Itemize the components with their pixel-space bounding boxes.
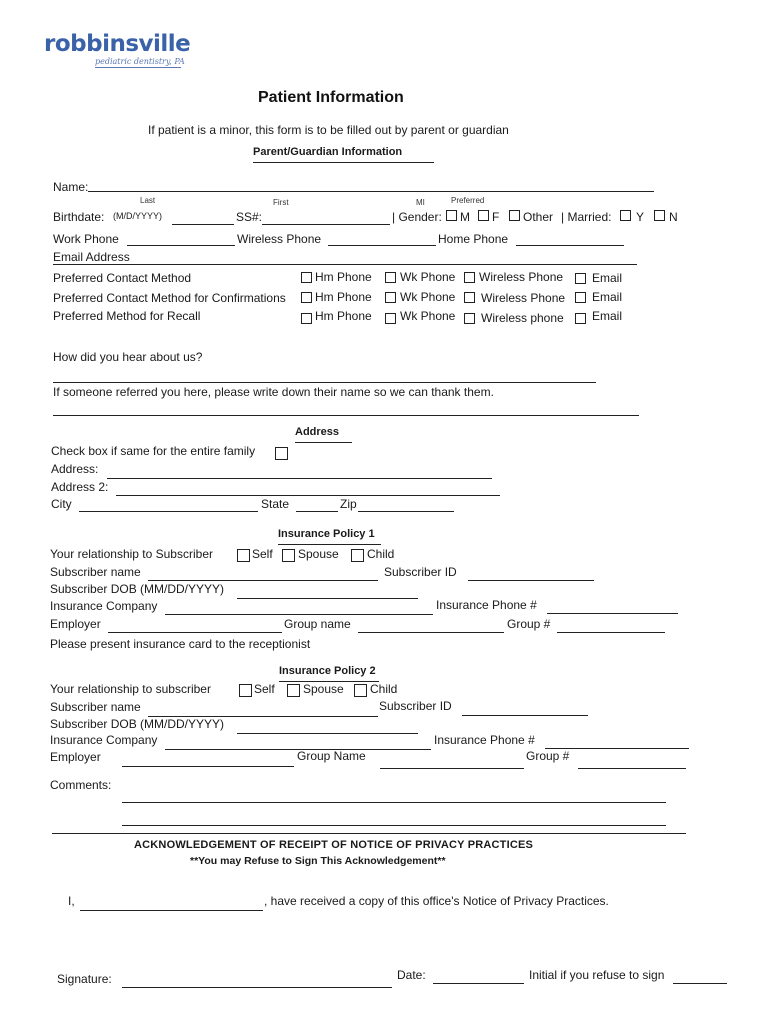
city-field[interactable] bbox=[79, 511, 258, 512]
ins1-group-no-label: Group # bbox=[507, 617, 551, 631]
ins1-child-label: Child bbox=[367, 547, 395, 561]
ins1-employer-field[interactable] bbox=[108, 632, 282, 633]
confirm-hm-label: Hm Phone bbox=[315, 290, 372, 304]
ins1-child-checkbox[interactable] bbox=[351, 549, 364, 562]
city-label: City bbox=[51, 497, 72, 511]
ins2-child-label: Child bbox=[370, 682, 398, 696]
ins2-subscriber-id-label: Subscriber ID bbox=[379, 699, 452, 713]
ack-name-field[interactable] bbox=[80, 910, 263, 911]
recall-hm-checkbox[interactable] bbox=[301, 313, 312, 324]
ins2-subscriber-id-field[interactable] bbox=[462, 715, 588, 716]
page-title: Patient Information bbox=[258, 89, 404, 106]
ins1-spouse-label: Spouse bbox=[298, 547, 339, 561]
ins2-spouse-checkbox[interactable] bbox=[287, 684, 300, 697]
confirm-email-label: Email bbox=[592, 290, 623, 304]
ins2-relationship-label: Your relationship to subscriber bbox=[50, 682, 211, 696]
confirm-wk-label: Wk Phone bbox=[400, 290, 456, 304]
insurance1-heading: Insurance Policy 1 bbox=[278, 528, 375, 540]
last-caption: Last bbox=[140, 196, 156, 205]
married-n-label: N bbox=[669, 210, 678, 224]
insurance2-heading: Insurance Policy 2 bbox=[279, 665, 376, 677]
ins2-group-name-field[interactable] bbox=[380, 768, 524, 769]
hear-about-label: How did you hear about us? bbox=[53, 350, 203, 364]
recall-email-checkbox[interactable] bbox=[575, 313, 586, 324]
home-phone-field[interactable] bbox=[516, 245, 624, 246]
same-family-label: Check box if same for the entire family bbox=[51, 444, 256, 458]
ins2-self-checkbox[interactable] bbox=[239, 684, 252, 697]
gender-other-checkbox[interactable] bbox=[509, 210, 520, 221]
recall-wk-label: Wk Phone bbox=[400, 309, 456, 323]
recall-email-label: Email bbox=[592, 309, 623, 323]
contact-wk-label: Wk Phone bbox=[400, 270, 456, 284]
ins2-dob-field[interactable] bbox=[237, 733, 418, 734]
ss-label: SS#: bbox=[236, 210, 263, 224]
heading-underline bbox=[253, 162, 434, 163]
address2-field[interactable] bbox=[116, 495, 500, 496]
contact-hm-checkbox[interactable] bbox=[301, 272, 312, 283]
date-field[interactable] bbox=[433, 983, 524, 984]
address-label: Address: bbox=[51, 462, 99, 476]
ins2-company-label: Insurance Company bbox=[50, 733, 158, 747]
ins1-relationship-label: Your relationship to Subscriber bbox=[50, 547, 213, 561]
address-field[interactable] bbox=[107, 478, 492, 479]
ins1-dob-field[interactable] bbox=[237, 598, 418, 599]
comments-line-1[interactable] bbox=[122, 802, 666, 803]
ins1-self-checkbox[interactable] bbox=[237, 549, 250, 562]
contact-hm-label: Hm Phone bbox=[315, 270, 372, 284]
ins2-spouse-label: Spouse bbox=[303, 682, 344, 696]
email-field[interactable] bbox=[53, 264, 637, 265]
same-family-checkbox[interactable] bbox=[275, 447, 288, 460]
recall-hm-label: Hm Phone bbox=[315, 309, 372, 323]
address2-label: Address 2: bbox=[51, 480, 109, 494]
ins1-subscriber-id-field[interactable] bbox=[468, 580, 594, 581]
referred-field[interactable] bbox=[53, 415, 639, 416]
name-label: Name: bbox=[53, 180, 89, 194]
ins1-subscriber-id-label: Subscriber ID bbox=[384, 565, 457, 579]
gender-f-checkbox[interactable] bbox=[478, 210, 489, 221]
intro-text: If patient is a minor, this form is to be filled out by parent or guardian bbox=[148, 123, 509, 137]
comments-line-2[interactable] bbox=[122, 825, 666, 826]
contact-email-checkbox[interactable] bbox=[575, 273, 586, 284]
present-card-note: Please present insurance card to the receptionist bbox=[50, 637, 311, 651]
contact-wk-checkbox[interactable] bbox=[385, 272, 396, 283]
ins1-employer-label: Employer bbox=[50, 617, 101, 631]
gender-label: | Gender: bbox=[392, 210, 442, 224]
ins1-spouse-checkbox[interactable] bbox=[282, 549, 295, 562]
recall-method-label: Preferred Method for Recall bbox=[53, 309, 201, 323]
insurance1-heading-underline bbox=[278, 544, 381, 545]
date-label: Date: bbox=[397, 968, 426, 982]
signature-label: Signature: bbox=[57, 972, 112, 986]
section-divider bbox=[52, 833, 686, 834]
confirm-method-label: Preferred Contact Method for Confirmations bbox=[53, 291, 286, 305]
zip-label: Zip bbox=[340, 497, 357, 511]
ins1-subscriber-name-field[interactable] bbox=[148, 580, 378, 581]
ins1-subscriber-name-label: Subscriber name bbox=[50, 565, 141, 579]
married-y-label: Y bbox=[636, 210, 645, 224]
confirm-hm-checkbox[interactable] bbox=[301, 292, 312, 303]
ins1-dob-label: Subscriber DOB (MM/DD/YYYY) bbox=[50, 582, 225, 596]
name-field[interactable] bbox=[88, 191, 654, 192]
gender-other-label: Other bbox=[523, 210, 554, 224]
work-phone-field[interactable] bbox=[127, 245, 235, 246]
contact-wireless-checkbox[interactable] bbox=[464, 272, 475, 283]
birthdate-field[interactable] bbox=[172, 224, 234, 225]
ins2-self-label: Self bbox=[254, 682, 275, 696]
ins2-employer-field[interactable] bbox=[122, 766, 294, 767]
email-label: Email Address bbox=[53, 250, 130, 264]
ins1-company-label: Insurance Company bbox=[50, 599, 158, 613]
ins2-dob-label: Subscriber DOB (MM/DD/YYYY) bbox=[50, 717, 225, 731]
ins1-group-name-label: Group name bbox=[284, 617, 351, 631]
initial-refuse-label: Initial if you refuse to sign bbox=[529, 968, 665, 982]
ins1-phone-field[interactable] bbox=[547, 613, 678, 614]
preferred-caption: Preferred bbox=[451, 196, 485, 205]
ins2-employer-label: Employer bbox=[50, 750, 101, 764]
first-caption: First bbox=[273, 198, 289, 207]
logo-underline bbox=[95, 67, 181, 68]
ins2-phone-label: Insurance Phone # bbox=[434, 733, 535, 747]
contact-email-label: Email bbox=[592, 271, 623, 285]
ack-heading: ACKNOWLEDGEMENT OF RECEIPT OF NOTICE OF PRIVACY PRACTICES bbox=[134, 839, 534, 851]
logo-name: robbinsville bbox=[44, 31, 191, 57]
address-heading: Address bbox=[295, 426, 340, 438]
ins2-child-checkbox[interactable] bbox=[354, 684, 367, 697]
zip-field[interactable] bbox=[358, 511, 454, 512]
signature-field[interactable] bbox=[122, 987, 392, 988]
contact-wireless-label: Wireless Phone bbox=[479, 270, 564, 284]
married-y-checkbox[interactable] bbox=[620, 210, 631, 221]
ack-i-label: I, bbox=[68, 894, 75, 908]
address-heading-underline bbox=[295, 442, 352, 443]
birthdate-label: Birthdate: bbox=[53, 210, 105, 224]
gender-m-checkbox[interactable] bbox=[446, 210, 457, 221]
mi-caption: MI bbox=[416, 198, 425, 207]
ins2-subscriber-name-label: Subscriber name bbox=[50, 700, 141, 714]
ins1-self-label: Self bbox=[252, 547, 273, 561]
state-field[interactable] bbox=[296, 511, 338, 512]
ins1-company-field[interactable] bbox=[165, 614, 433, 615]
married-label: | Married: bbox=[561, 210, 612, 224]
ack-received-text: , have received a copy of this office's Notice of Privacy Practices. bbox=[264, 894, 609, 908]
wireless-phone-label: Wireless Phone bbox=[237, 232, 322, 246]
comments-label: Comments: bbox=[50, 778, 112, 792]
contact-method-label: Preferred Contact Method bbox=[53, 271, 192, 285]
initial-field[interactable] bbox=[673, 983, 727, 984]
recall-wireless-checkbox[interactable] bbox=[464, 313, 475, 324]
wireless-phone-field[interactable] bbox=[328, 245, 436, 246]
ack-refuse-note: **You may Refuse to Sign This Acknowledgement** bbox=[190, 855, 446, 867]
gender-f-label: F bbox=[492, 210, 500, 224]
referred-label: If someone referred you here, please write down their name so we can thank them. bbox=[53, 385, 494, 399]
ins2-group-name-label: Group Name bbox=[297, 749, 366, 763]
ins2-group-no-field[interactable] bbox=[578, 768, 686, 769]
recall-wireless-label: Wireless phone bbox=[481, 311, 564, 325]
ins1-group-name-field[interactable] bbox=[358, 632, 504, 633]
ins1-phone-label: Insurance Phone # bbox=[436, 598, 537, 612]
ss-field[interactable] bbox=[262, 224, 390, 225]
confirm-wireless-checkbox[interactable] bbox=[464, 292, 475, 303]
logo-subtitle: pediatric dentistry, PA bbox=[95, 57, 185, 66]
hear-about-field[interactable] bbox=[53, 382, 596, 383]
home-phone-label: Home Phone bbox=[438, 232, 509, 246]
recall-wk-checkbox[interactable] bbox=[385, 313, 396, 324]
married-n-checkbox[interactable] bbox=[654, 210, 665, 221]
parent-guardian-heading: Parent/Guardian Information bbox=[253, 146, 403, 158]
birthdate-format: (M/D/YYYY) bbox=[113, 211, 163, 221]
confirm-wireless-label: Wireless Phone bbox=[481, 291, 566, 305]
gender-m-label: M bbox=[460, 210, 470, 224]
work-phone-label: Work Phone bbox=[53, 232, 119, 246]
confirm-wk-checkbox[interactable] bbox=[385, 292, 396, 303]
ins2-group-no-label: Group # bbox=[526, 749, 570, 763]
ins1-group-no-field[interactable] bbox=[557, 632, 665, 633]
confirm-email-checkbox[interactable] bbox=[575, 292, 586, 303]
state-label: State bbox=[261, 497, 290, 511]
